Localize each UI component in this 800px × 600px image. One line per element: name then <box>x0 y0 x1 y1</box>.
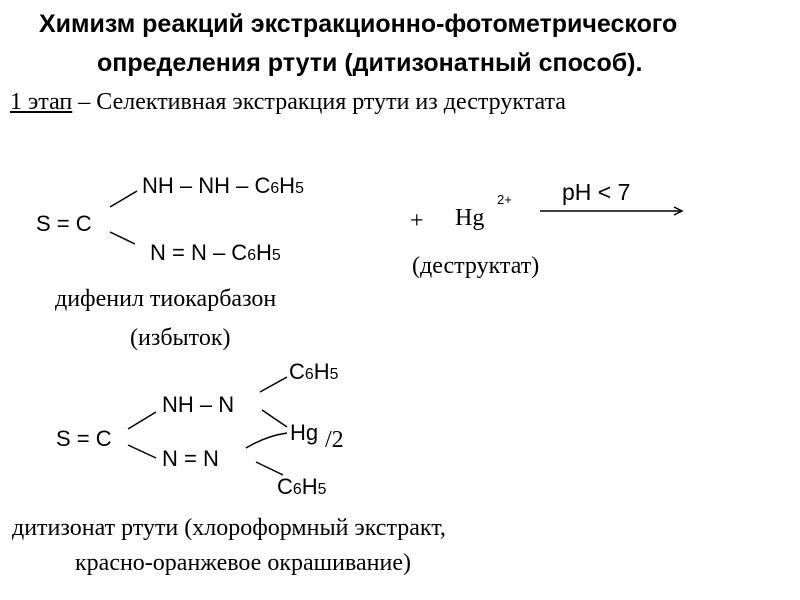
stage-label: 1 этап <box>10 89 73 115</box>
product-caption-line-1: дитизонат ртути (хлороформный экстракт, <box>12 515 446 541</box>
product-n-n: N = N <box>162 446 219 471</box>
reactant-note: (избыток) <box>130 325 231 351</box>
bond-product-upper <box>128 412 156 429</box>
product-hg-fraction: /2 <box>325 427 344 453</box>
stage-dash: – <box>78 89 91 115</box>
reaction-condition: pH < 7 <box>562 179 631 205</box>
product-nh-n: NH – N <box>162 392 235 417</box>
product-c6h5-bottom: C6H5 <box>277 474 327 499</box>
reagent-source: (деструктат) <box>412 253 540 279</box>
product-c6h5-top: C6H5 <box>289 359 339 384</box>
reactant-top-group: NH – NH – C6H5 <box>142 173 304 198</box>
title-line-1: Химизм реакций экстракционно-фотометрического <box>39 10 678 38</box>
bond-n-hg-upper <box>262 410 287 427</box>
reagent-charge: 2+ <box>497 192 512 207</box>
reactant-bottom-group: N = N – C6H5 <box>150 240 281 265</box>
bond-n-c6h5-top <box>260 377 287 392</box>
bond-n-hg-lower <box>246 433 287 448</box>
plus-sign: + <box>410 208 424 234</box>
product-hg: Hg <box>290 420 319 445</box>
bond-product-lower <box>128 445 156 458</box>
reactant-name: дифенил тиокарбазон <box>55 286 277 312</box>
stage-text: Селективная экстракция ртути из деструктата <box>96 89 566 115</box>
reagent-hg: Hg <box>455 205 485 231</box>
product-sc: S = C <box>56 426 112 451</box>
reactant-sc: S = C <box>36 211 92 236</box>
bond-reactant-lower <box>110 232 135 244</box>
bond-reactant-upper <box>110 191 137 207</box>
title-line-2: определения ртути (дитизонатный способ). <box>97 49 643 77</box>
product-caption-line-2: красно-оранжевое окрашивание) <box>75 550 411 576</box>
